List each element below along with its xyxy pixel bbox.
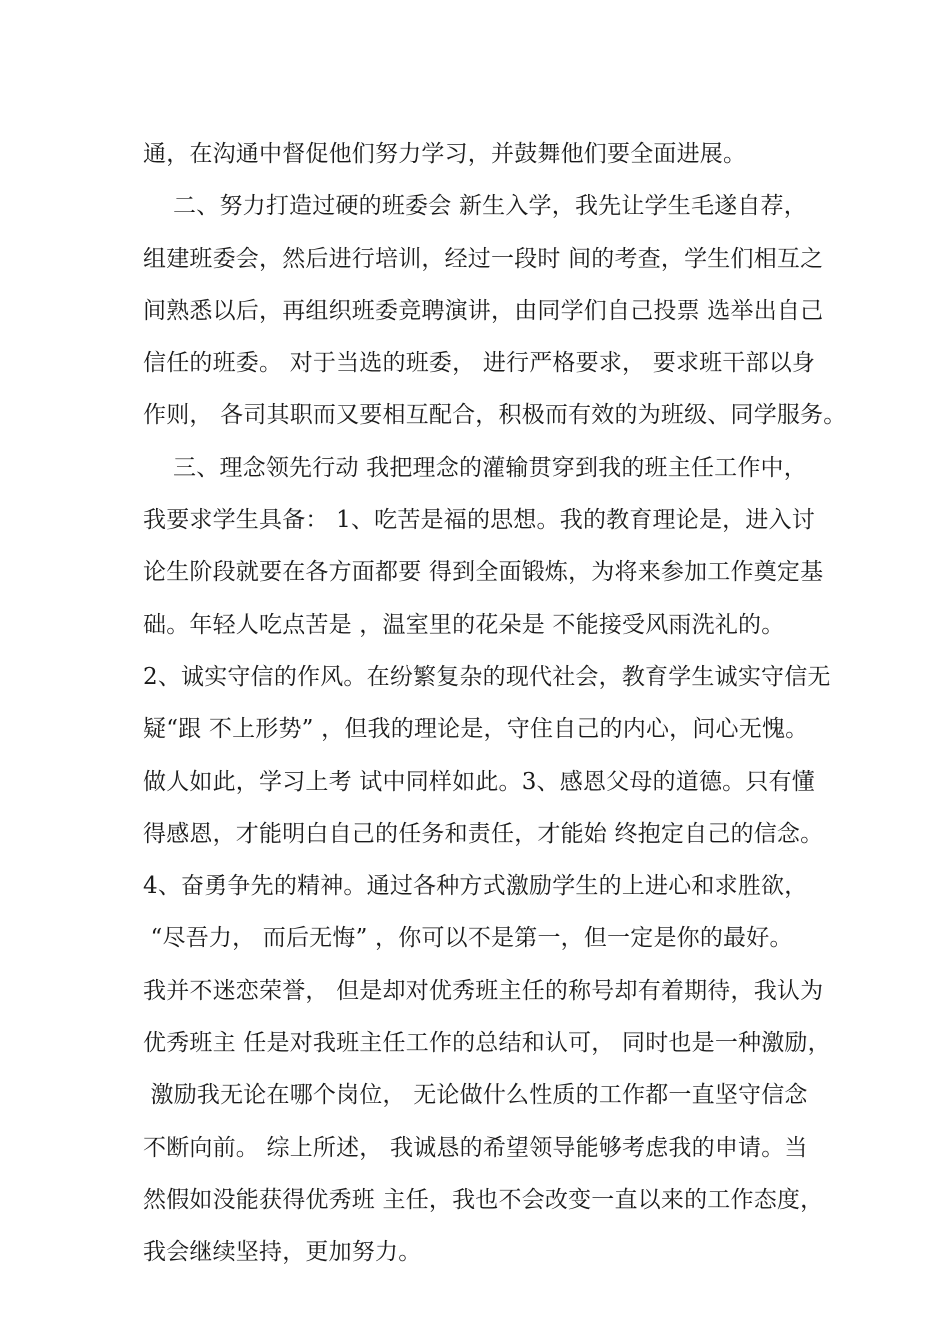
text-line: 做人如此，学习上考 试中同样如此。3、感恩父母的道德。只有懂 (143, 768, 815, 795)
text-line: 础。年轻人吃点苦是 ，温室里的花朵是 不能接受风雨洗礼的。 (143, 611, 785, 638)
text-line: 信任的班委。 对于当选的班委， 进行严格要求， 要求班干部以身 (143, 350, 816, 377)
body-text (143, 128, 847, 1279)
text-line: 间熟悉以后，再组织班委竞聘演讲，由同学们自己投票 选举出自己 (143, 297, 824, 324)
text-line: 激励我无论在哪个岗位， 无论做什么性质的工作都一直坚守信念 (143, 1082, 808, 1109)
text-line: 我并不迷恋荣誉， 但是却对优秀班主任的称号却有着期待，我认为 (143, 977, 824, 1004)
text-line: 然假如没能获得优秀班 主任，我也不会改变一直以来的工作态度， (143, 1186, 824, 1213)
text-line: 不断向前。 综上所述， 我诚恳的希望领导能够考虑我的申请。当 (143, 1134, 808, 1161)
text-line: 作则， 各司其职而又要相互配合，积极而有效的为班级、同学服务。 (143, 402, 847, 429)
text-line: 优秀班主 任是对我班主任工作的总结和认可， 同时也是一种激励， (143, 1030, 831, 1057)
text-line: 疑“跟 不上形势” ，但我的理论是，守住自己的内心，问心无愧。 (143, 716, 809, 743)
text-line: 通，在沟通中督促他们努力学习，并鼓舞他们要全面进展。 (143, 141, 747, 167)
text-line: 论生阶段就要在各方面都要 得到全面锻炼，为将来参加工作奠定基 (143, 559, 824, 586)
text-line: 组建班委会，然后进行培训，经过一段时 间的考查，学生们相互之 (143, 245, 824, 272)
text-line: 我要求学生具备： 1、吃苦是福的思想。我的教育理论是，进入讨 (143, 507, 815, 534)
text-line: 我会继续坚持，更加努力。 (143, 1239, 422, 1266)
text-line: 2、诚实守信的作风。在纷繁复杂的现代社会，教育学生诚实守信无 (143, 663, 831, 690)
text-line: 4、奋勇争先的精神。通过各种方式激励学生的上进心和求胜欲， (143, 873, 808, 900)
text-line: 二、努力打造过硬的班委会 新生入学，我先让学生毛遂自荐， (143, 193, 807, 220)
text-line: “尽吾力， 而后无悔” ，你可以不是第一，但一定是你的最好。 (143, 925, 793, 952)
text-line: 得感恩，才能明白自己的任务和责任，才能始 终抱定自己的信念。 (143, 820, 824, 847)
text-line: 三、理念领先行动 我把理念的灌输贯穿到我的班主任工作中， (143, 454, 807, 481)
